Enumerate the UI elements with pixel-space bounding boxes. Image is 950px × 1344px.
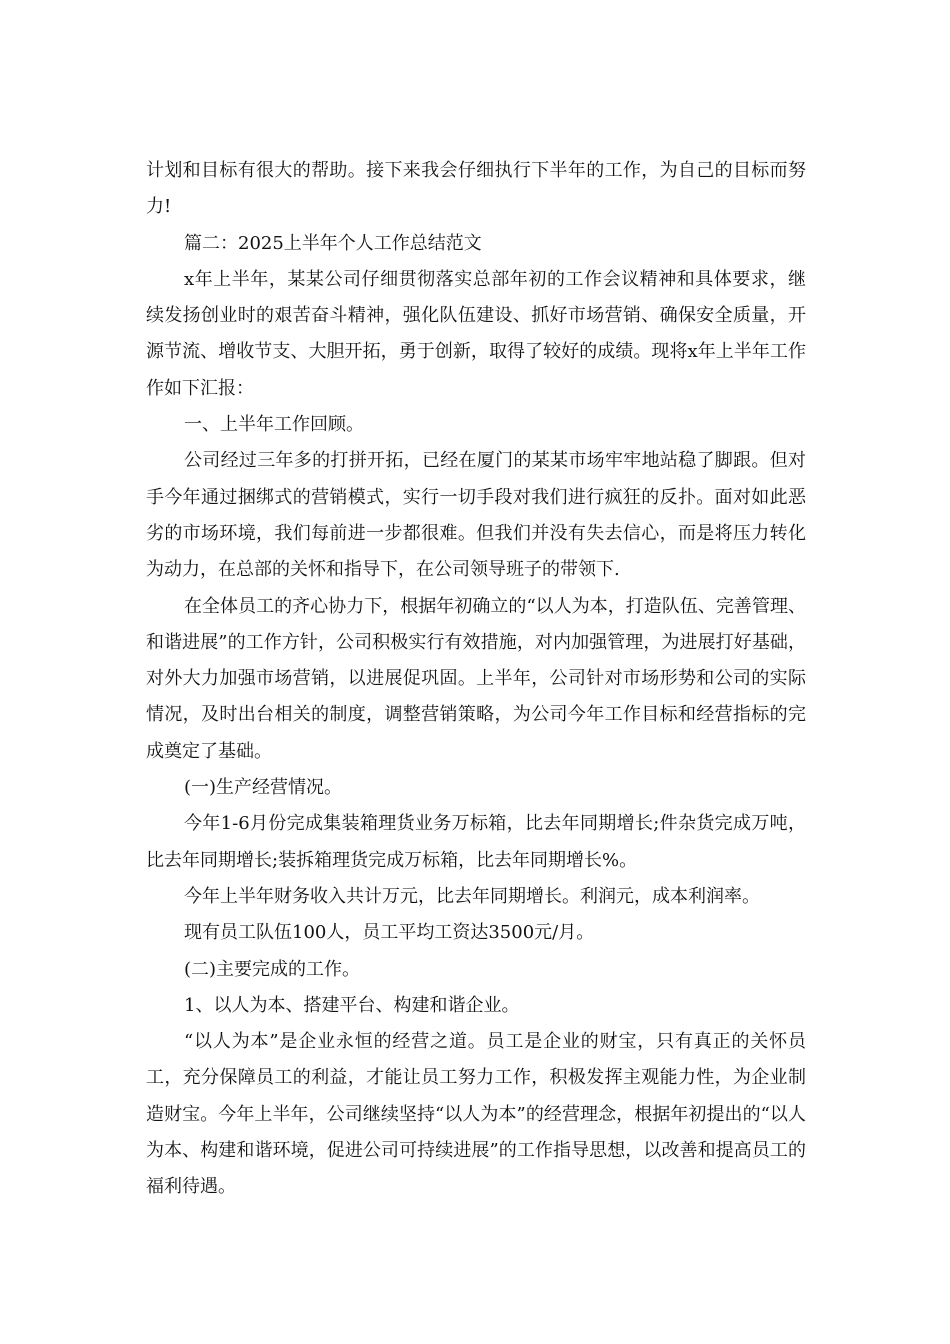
paragraph-continuation: 计划和目标有很大的帮助。接下来我会仔细执行下半年的工作，为自己的目标而努力! (146, 160, 806, 218)
paragraph-policy: 在全体员工的齐心协力下，根据年初确立的“以人为本，打造队伍、完善管理、和谐进展”的工作方针，公司积极实行有效措施，对内加强管理，为进展打好基础，对外大力加强市场营销，以进展促巩固。上半年，公司针对市场形势和公司的实际情况，及时出台相关的制度，调整营销策略，为公司今年工作目标和经营指标的完成奠定了基础。 (146, 595, 806, 762)
paragraph-market: 公司经过三年多的打拼开拓，已经在厦门的某某市场牢牢地站稳了脚跟。但对手今年通过捆绑式的营销模式，实行一切手段对我们进行疯狂的反扑。面对如此恶劣的市场环境，我们每前进一步都很难。但我们并没有失去信心，而是将压力转化为动力，在总部的关怀和指导下，在公司领导班子的带领下. (146, 450, 806, 581)
section-title: 篇二：2025上半年个人工作总结范文 (184, 232, 482, 254)
heading-operations: (一)生产经营情况。 (184, 777, 343, 799)
heading-people-first: 1、以人为本、搭建平台、构建和谐企业。 (184, 994, 520, 1016)
paragraph-finance: 今年上半年财务收入共计万元，比去年同期增长。利润元，成本利润率。 (184, 885, 760, 907)
paragraph-intro: x年上半年，某某公司仔细贯彻落实总部年初的工作会议精神和具体要求，继续发扬创业时的艰苦奋斗精神，强化队伍建设、抓好市场营销、确保安全质量，开源节流、增收节支、大胆开拓，勇于创新，取得了较好的成绩。现将x年上半年工作作如下汇报： (146, 268, 806, 399)
paragraph-volume: 今年1-6月份完成集装箱理货业务万标箱，比去年同期增长;件杂货完成万吨，比去年同期增长;装拆箱理货完成万标箱，比去年同期增长%。 (146, 813, 806, 871)
paragraph-staff: 现有员工队伍100人，员工平均工资达3500元/月。 (184, 922, 595, 944)
heading-main-work: (二)主要完成的工作。 (184, 958, 361, 980)
paragraph-people-first: “以人为本”是企业永恒的经营之道。员工是企业的财宝，只有真正的关怀员工，充分保障员工的利益，才能让员工努力工作，积极发挥主观能力性，为企业制造财宝。今年上半年，公司继续坚持“以人为本”的经营理念，根据年初提出的“以人为本、构建和谐环境，促进公司可持续进展”的工作指导思想，以改善和提高员工的福利待遇。 (146, 1031, 806, 1198)
document-body (146, 153, 806, 1206)
heading-review: 一、上半年工作回顾。 (184, 414, 364, 436)
